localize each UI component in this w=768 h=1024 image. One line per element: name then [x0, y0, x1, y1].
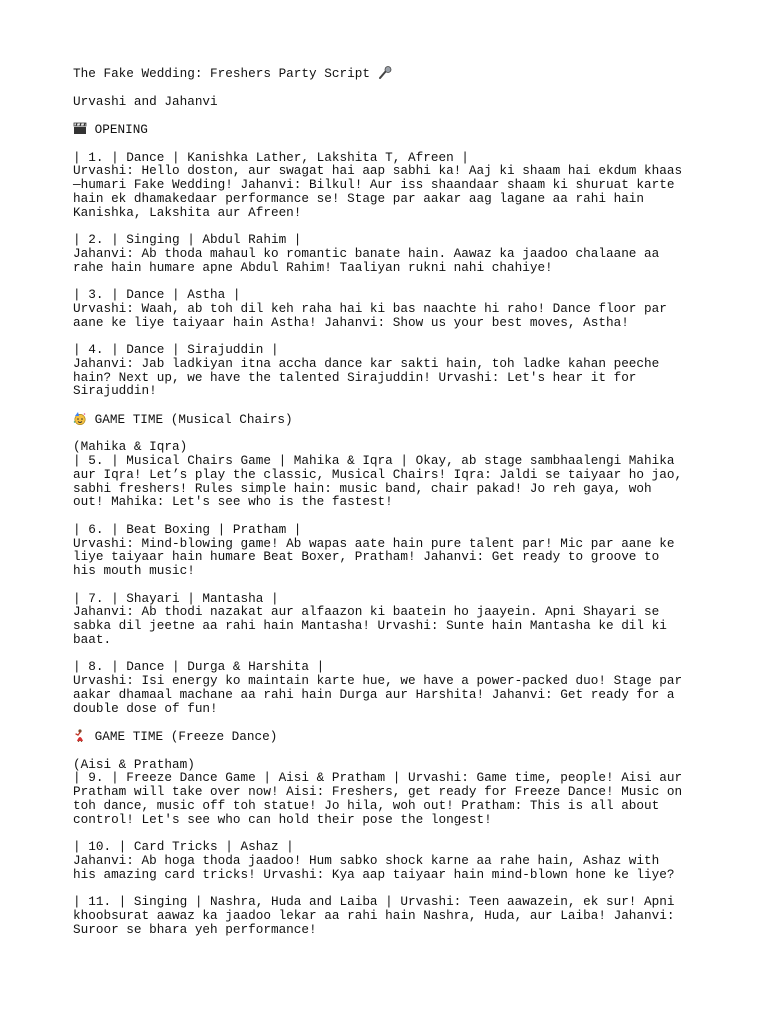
act-line: sabka dil jeetne aa rahi hain Mantasha! Urvashi: Sunte hain Mantasha ke dil ki	[73, 618, 667, 633]
act-line: | 9. | Freeze Dance Game | Aisi & Pratham | Urvashi: Game time, people! Aisi aur	[73, 770, 683, 786]
act-line: Jahanvi: Jab ladkiyan itna accha dance kar sakti hain, toh ladke kahan peeche	[73, 355, 660, 371]
party-face-icon	[73, 412, 87, 425]
act-line: khoobsurat aawaz ka jaadoo lekar aa rahi hain Nashra, Huda, aur Laiba! Jahanvi:	[73, 907, 675, 923]
act-line: Suroor se bhara yeh performance!	[73, 921, 317, 937]
act-header: | 7. | Shayari | Mantasha |	[73, 590, 279, 606]
act-line: Jahanvi: Ab hoga thoda jaadoo! Hum sabko shock karne aa rahe hain, Ashaz with	[73, 852, 660, 868]
game-subheading: (Aisi & Pratham)	[73, 756, 195, 772]
game2-heading: GAME TIME (Freeze Dance)	[73, 729, 713, 744]
act-line: | 5. | Musical Chairs Game | Mahika & Iqra | Okay, ab stage sambhaalengi Mahika	[73, 453, 675, 468]
game-subheading: (Mahika & Iqra)	[73, 439, 188, 455]
game1-heading: GAME TIME (Musical Chairs)	[73, 412, 713, 427]
act-line: Pratham will take over now! Aisi: Freshers, get ready for Freeze Dance! Music on	[73, 784, 683, 799]
act-header: | 2. | Singing | Abdul Rahim |	[73, 232, 302, 247]
microphone-icon	[378, 66, 392, 79]
hosts-line: Urvashi and Jahanvi	[73, 93, 218, 109]
act-line: Kanishka, Lakshita aur Afreen!	[73, 204, 302, 220]
act-line: Urvashi: Mind-blowing game! Ab wapas aate hain pure talent par! Mic par aane ke	[73, 535, 675, 551]
act-11	[73, 895, 713, 936]
act-line: hain? Next up, we have the talented Sirajuddin! Urvashi: Let's hear it for	[73, 369, 637, 385]
act-line: toh dance, music off toh statue! Jo hila, woh out! Pratham: This is all about	[73, 797, 660, 813]
act-header: | 8. | Dance | Durga & Harshita |	[73, 659, 325, 675]
opening-heading: OPENING	[73, 122, 713, 137]
act-4	[73, 343, 713, 398]
clapperboard-icon	[73, 122, 87, 135]
act-line: Jahanvi: Ab thoda mahaul ko romantic banate hain. Aawaz ka jaadoo chalaane aa	[73, 245, 660, 261]
act-5	[73, 440, 713, 509]
act-9	[73, 758, 713, 827]
act-line: hain ek dhamakedaar performance se! Stage par aakar aag lagane aa rahi hain	[73, 190, 645, 206]
act-10	[73, 840, 713, 881]
act-line: his mouth music!	[73, 563, 195, 578]
document-title: The Fake Wedding: Freshers Party Script	[73, 66, 713, 81]
script-document	[73, 66, 713, 950]
act-header: | 6. | Beat Boxing | Pratham |	[73, 521, 302, 537]
act-line: Urvashi: Hello doston, aur swagat hai aap sabhi ka! Aaj ki shaam hai ekdum khaas	[73, 163, 683, 179]
act-8	[73, 660, 713, 715]
act-header: | 4. | Dance | Sirajuddin |	[73, 342, 279, 357]
act-line: Urvashi: Isi energy ko maintain karte hue, we have a power-packed duo! Stage par	[73, 673, 683, 688]
act-line: rahe hain humare apne Abdul Rahim! Taaliyan rukni nahi chahiye!	[73, 259, 553, 275]
act-line: liye taiyaar hain humare Beat Boxer, Pratham! Jahanvi: Get ready to groove to	[73, 549, 660, 565]
act-header: | 3. | Dance | Astha |	[73, 287, 241, 302]
act-line: —humari Fake Wedding! Jahanvi: Bilkul! Aur iss shaandaar shaam ki shuruat karte	[73, 177, 675, 192]
act-3	[73, 288, 713, 329]
act-header: | 1. | Dance | Kanishka Lather, Lakshita T, Afreen |	[73, 149, 469, 165]
act-1	[73, 151, 713, 220]
act-7	[73, 592, 713, 647]
act-line: his amazing card tricks! Urvashi: Kya aap taiyaar hain mind-blown hone ke liye?	[73, 866, 675, 882]
act-line: Jahanvi: Ab thodi nazakat aur alfaazon ki baatein ho jaayein. Apni Shayari se	[73, 604, 660, 620]
dancer-icon	[73, 729, 87, 742]
act-line: sabhi freshers! Rules simple hain: music band, chair pakad! Jo reh gaya, woh	[73, 480, 652, 496]
act-line: baat.	[73, 631, 112, 647]
act-2	[73, 233, 713, 274]
act-line: aane ke liye taiyaar hain Astha! Jahanvi: Show us your best moves, Astha!	[73, 314, 629, 330]
act-line: double dose of fun!	[73, 700, 218, 716]
act-line: Urvashi: Waah, ab toh dil keh raha hai ki bas naachte hi raho! Dance floor par	[73, 300, 667, 316]
act-line: aur Iqra! Let’s play the classic, Musical Chairs! Iqra: Jaldi se taiyaar ho jao,	[73, 466, 683, 482]
act-line: control! Let's see who can hold their pose the longest!	[73, 811, 492, 827]
act-line: Sirajuddin!	[73, 383, 157, 399]
act-line: aakar dhamaal machane aa rahi hain Durga aur Harshita! Jahanvi: Get ready for a	[73, 686, 675, 702]
act-header: | 10. | Card Tricks | Ashaz |	[73, 839, 294, 854]
act-line: | 11. | Singing | Nashra, Huda and Laiba | Urvashi: Teen aawazein, ek sur! Apni	[73, 894, 675, 909]
act-line: out! Mahika: Let's see who is the fastest!	[73, 494, 393, 510]
act-6	[73, 523, 713, 578]
